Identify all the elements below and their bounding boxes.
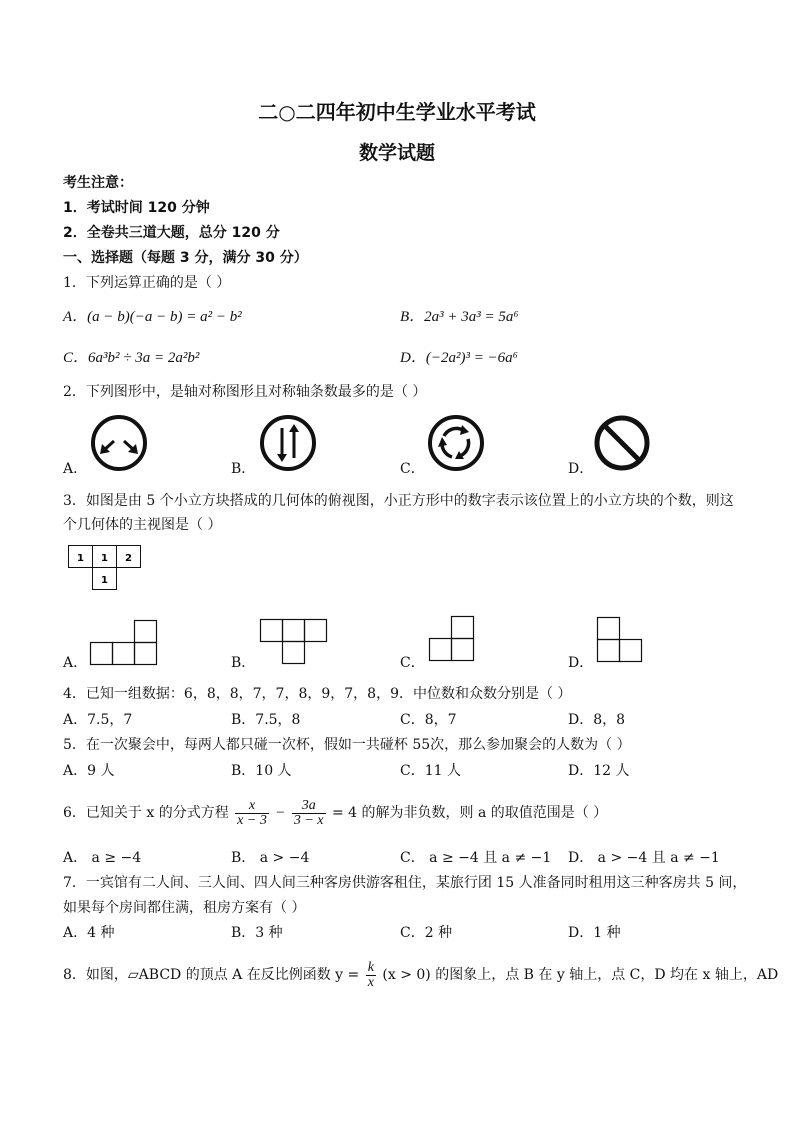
notice-item-2: 2．全卷共三道大题，总分 120 分	[63, 225, 280, 241]
q6-option-a: A． a ≥ −4	[63, 850, 142, 866]
grid-cell-value: 2	[125, 553, 132, 564]
q3-top-view-grid	[68, 545, 144, 593]
q7-option-c: C．2 种	[400, 925, 453, 941]
notice-item-1: 1．考试时间 120 分钟	[63, 200, 210, 216]
q6-fraction-1-numerator: x	[235, 799, 269, 814]
q6-option-c: C． a ≥ −4 且 a ≠ −1	[400, 850, 552, 866]
q6-stem-pre: 6．已知关于 x 的分式方程	[63, 805, 229, 821]
q3-option-c: C．	[400, 655, 425, 671]
q8-fraction-denominator: x	[367, 974, 374, 990]
q4-option-d: D．8，8	[568, 712, 626, 728]
q5-stem: 5．在一次聚会中，每两人都只碰一次杯，假如一共碰杯 55次，那么参加聚会的人数为（ ）	[63, 737, 631, 753]
q2-option-d: D．	[568, 461, 594, 477]
q6-fraction-1-denominator: x − 3	[237, 812, 267, 828]
q5-option-c: C．11 人	[400, 763, 461, 779]
roundabout-sign-icon	[427, 414, 485, 472]
q6-fraction-2	[292, 799, 326, 828]
q6-option-d: D． a > −4 且 a ≠ −1	[568, 850, 720, 866]
q5-option-d: D．12 人	[568, 763, 630, 779]
q3-option-d: D．	[568, 655, 594, 671]
q1-option-d: D．(−2a²)³ = −6a⁶	[400, 350, 518, 366]
q3-front-view-b	[260, 619, 330, 665]
q6-stem-post: = 4 的解为非负数，则 a 的取值范围是（ ）	[331, 805, 608, 821]
prohibition-sign-icon	[593, 414, 651, 472]
q6-option-b: B． a > −4	[231, 850, 310, 866]
q6-stem	[63, 796, 607, 830]
q7-stem-line-1: 7．一宾馆有二人间、三人间、四人间三种客房供游客租住，某旅行团 15 人准备同时租用这三种客房共 5 间，	[63, 875, 747, 891]
q7-stem-line-2: 如果每个房间都住满，租房方案有（ ）	[63, 900, 306, 916]
grid-cell-value: 1	[77, 553, 84, 564]
q5-option-a: A．9 人	[63, 763, 115, 779]
q2-option-a: A．	[63, 461, 88, 477]
q6-minus: −	[275, 805, 286, 821]
section-heading: 一、选择题（每题 3 分，满分 30 分）	[63, 250, 308, 266]
q1-stem: 1．下列运算正确的是（ ）	[63, 275, 231, 291]
q8-fraction	[366, 961, 376, 990]
two-way-traffic-sign-icon	[259, 414, 317, 472]
exam-title: 二○二四年初中生学业水平考试	[258, 100, 536, 124]
grid-cell-value: 1	[101, 575, 108, 586]
notice-heading: 考生注意：	[63, 175, 133, 191]
q6-fraction-2-denominator: 3 − x	[293, 812, 324, 828]
q3-stem-line-1: 3．如图是由 5 个小立方块搭成的几何体的俯视图，小正方形中的数字表示该位置上的小立方块的个数，则这	[63, 493, 734, 509]
q3-stem-line-2: 个几何体的主视图是（ ）	[63, 517, 222, 533]
q4-option-b: B．7.5，8	[231, 712, 301, 728]
q6-fraction-2-numerator: 3a	[292, 799, 326, 814]
q2-option-b: B．	[231, 461, 256, 477]
q1-option-c: C．6a³b² ÷ 3a = 2a²b²	[63, 350, 200, 366]
q8-fraction-numerator: k	[367, 959, 374, 975]
q1-option-a: A．(a − b)(−a − b) = a² − b²	[63, 309, 242, 325]
exam-subtitle: 数学试题	[358, 142, 435, 164]
q3-front-view-c	[429, 615, 479, 663]
q7-option-b: B．3 种	[231, 925, 283, 941]
q6-fraction-1	[235, 799, 269, 828]
q7-option-a: A．4 种	[63, 925, 115, 941]
q3-front-view-a	[90, 620, 160, 666]
q1-option-b: B．2a³ + 3a³ = 5a⁶	[400, 309, 519, 325]
q8-stem-post: (x > 0) 的图象上，点 B 在 y 轴上，点 C，D 均在 x 轴上，AD	[382, 967, 779, 983]
q2-stem: 2．下列图形中，是轴对称图形且对称轴条数最多的是（ ）	[63, 384, 427, 400]
q3-option-a: A．	[63, 655, 88, 671]
q7-option-d: D．1 种	[568, 925, 621, 941]
q3-option-b: B．	[231, 655, 256, 671]
q5-option-b: B．10 人	[231, 763, 292, 779]
q8-stem-pre: 8．如图，▱ABCD 的顶点 A 在反比例函数 y =	[63, 967, 360, 983]
q4-option-a: A．7.5，7	[63, 712, 133, 728]
q8-stem	[63, 958, 778, 992]
diverging-arrows-sign-icon	[90, 414, 148, 472]
q2-option-c: C．	[400, 461, 425, 477]
q3-front-view-d	[597, 617, 647, 665]
q4-option-c: C．8，7	[400, 712, 457, 728]
grid-cell-value: 1	[101, 553, 108, 564]
q4-stem: 4．已知一组数据：6，8，8，7，7，8，9，7，8，9．中位数和众数分别是（ ）	[63, 686, 572, 702]
